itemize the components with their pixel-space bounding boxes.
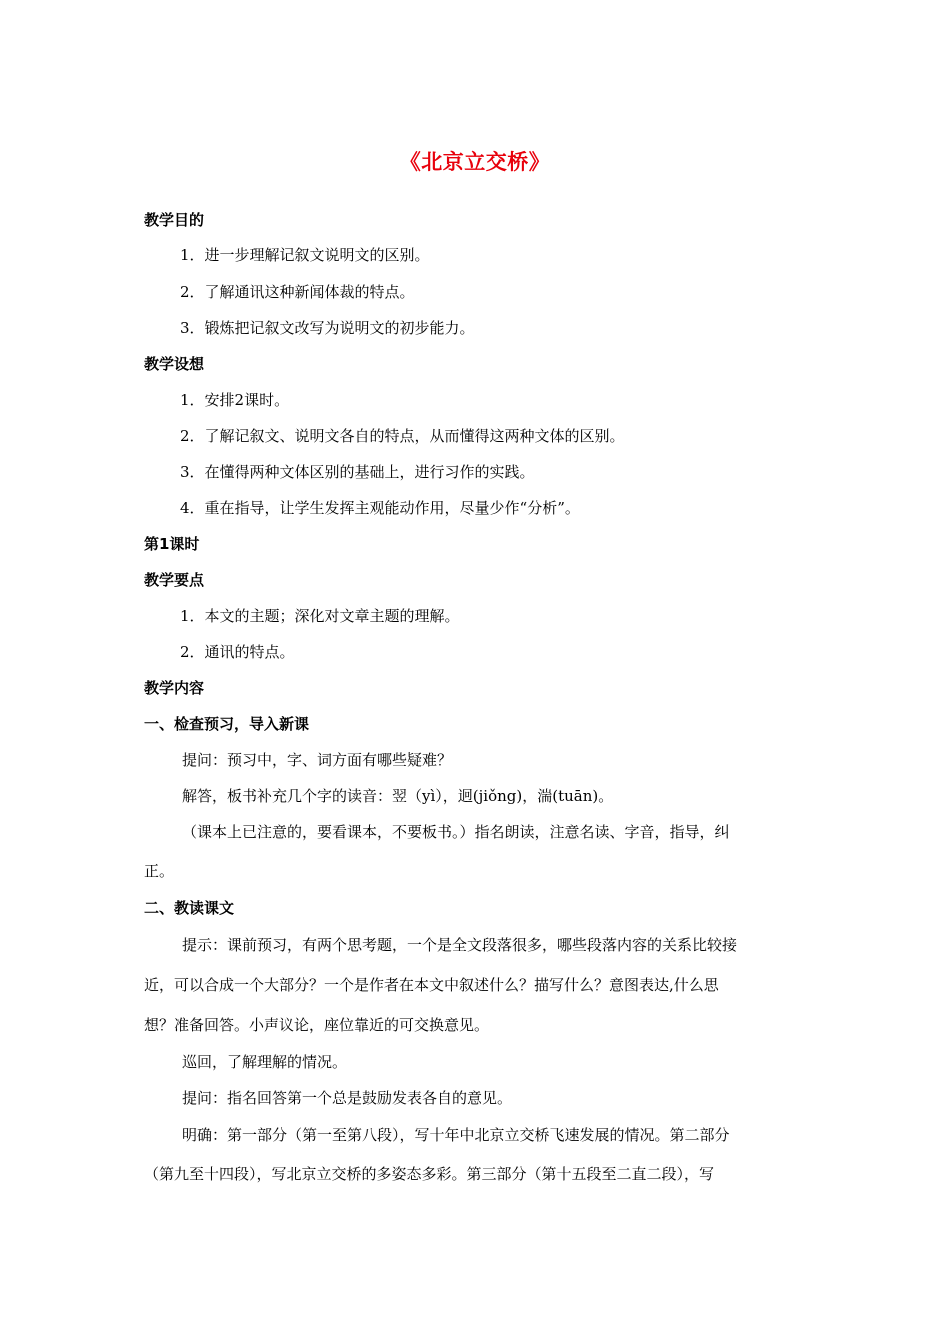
paragraph-line: 明确：第一部分（第一至第八段），写十年中北京立交桥飞速发展的情况。第二部分 (182, 1126, 730, 1144)
paragraph-line: 提示：课前预习，有两个思考题，一个是全文段落很多，哪些段落内容的关系比较接 (182, 936, 738, 954)
part-heading-1: 一、检查预习，导入新课 (144, 715, 310, 733)
paragraph-line: （课本上已注意的，要看课本，不要板书。）指名朗读，注意名读、字音，指导，纠 (182, 823, 730, 841)
paragraph-line: 正。 (144, 862, 175, 880)
paragraph-line: 想？准备回答。小声议论，座位靠近的可交换意见。 (144, 1016, 490, 1034)
goal-item: 1．进一步理解记叙文说明文的区别。 (180, 246, 430, 264)
paragraph-line: 巡回，了解理解的情况。 (182, 1053, 348, 1071)
point-item: 1．本文的主题；深化对文章主题的理解。 (180, 607, 460, 625)
section-heading-content: 教学内容 (144, 679, 205, 697)
goal-item: 3．锻炼把记叙文改写为说明文的初步能力。 (180, 319, 475, 337)
lesson-heading: 第1课时 (144, 535, 200, 553)
document-title: 《北京立交桥》 (399, 150, 551, 174)
section-heading-goals: 教学目的 (144, 211, 205, 229)
paragraph-line: 提问：预习中，字、词方面有哪些疑难？ (182, 751, 453, 769)
part-heading-2: 二、教读课文 (144, 899, 235, 917)
idea-item: 1．安排2课时。 (180, 391, 290, 409)
idea-item: 3．在懂得两种文体区别的基础上，进行习作的实践。 (180, 463, 535, 481)
section-heading-points: 教学要点 (144, 571, 205, 589)
goal-item: 2．了解通讯这种新闻体裁的特点。 (180, 283, 415, 301)
paragraph-line: （第九至十四段），写北京立交桥的多姿态多彩。第三部分（第十五段至二直二段），写 (144, 1165, 715, 1183)
paragraph-line: 解答，板书补充几个字的读音：翌（yì），迥(jiǒng)，湍(tuān)。 (182, 787, 614, 805)
idea-item: 4．重在指导，让学生发挥主观能动作用，尽量少作“分析”。 (180, 499, 580, 517)
section-heading-ideas: 教学设想 (144, 355, 205, 373)
idea-item: 2．了解记叙文、说明文各自的特点，从而懂得这两种文体的区别。 (180, 427, 625, 445)
paragraph-line: 近，可以合成一个大部分？一个是作者在本文中叙述什么？描写什么？意图表达,什么思 (144, 976, 719, 994)
paragraph-line: 提问：指名回答第一个总是鼓励发表各自的意见。 (182, 1089, 513, 1107)
point-item: 2．通讯的特点。 (180, 643, 295, 661)
